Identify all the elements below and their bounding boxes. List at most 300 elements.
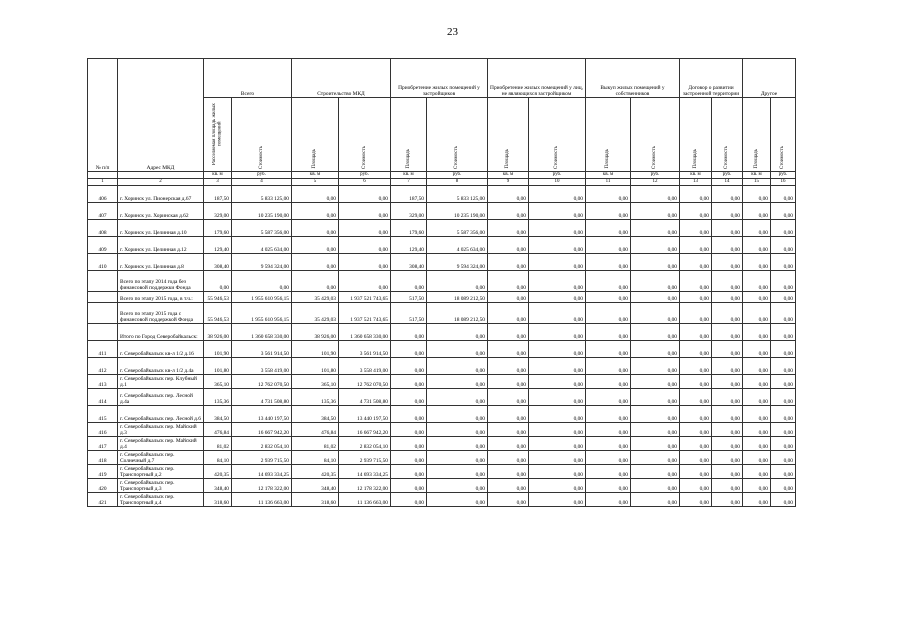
value-cell: 0,00 bbox=[586, 220, 631, 237]
value-cell: 0,00 bbox=[771, 406, 796, 423]
value-cell: 101,90 bbox=[292, 341, 339, 358]
table-row bbox=[88, 451, 796, 465]
address-cell: г. Северобайкальск кв-л 1/2 д.16 bbox=[118, 341, 204, 358]
value-cell: 308,40 bbox=[204, 254, 232, 271]
value-cell: 0,00 bbox=[427, 423, 488, 437]
value-cell: 0,00 bbox=[771, 493, 796, 507]
address-cell: г. Северобайкальск пер. Клубный д.1 bbox=[118, 375, 204, 389]
index-cell: 9 bbox=[488, 179, 529, 186]
row-number-cell: 409 bbox=[88, 237, 118, 254]
index-cell: 14 bbox=[712, 179, 743, 186]
value-cell: 0,00 bbox=[586, 423, 631, 437]
value-cell: 0,00 bbox=[680, 437, 712, 451]
address-cell: Всего по этапу 2015 года с финансовой поддержкой Фонда bbox=[118, 303, 204, 324]
table-row bbox=[88, 423, 796, 437]
value-cell: 0,00 bbox=[631, 451, 680, 465]
value-cell: 81,02 bbox=[204, 437, 232, 451]
value-cell: 0,00 bbox=[680, 423, 712, 437]
sub-header-text: Площадь bbox=[505, 149, 511, 169]
value-cell: 0,00 bbox=[743, 203, 771, 220]
value-cell: 135,36 bbox=[292, 389, 339, 406]
value-cell: 0,00 bbox=[391, 465, 427, 479]
row-number-cell: 420 bbox=[88, 479, 118, 493]
units-cell: руб. bbox=[771, 172, 796, 179]
value-cell: 0,00 bbox=[292, 271, 339, 292]
value-cell: 2 832 054,10 bbox=[232, 437, 292, 451]
value-cell: 0,00 bbox=[427, 437, 488, 451]
sub-header-text: Стоимость bbox=[454, 145, 460, 169]
value-cell: 476,84 bbox=[292, 423, 339, 437]
address-cell: г. Северобайкальск кв-л 1/2 д.4а bbox=[118, 358, 204, 375]
summary-row bbox=[88, 271, 796, 292]
sub-header bbox=[712, 98, 743, 172]
value-cell: 1 955 610 956,15 bbox=[232, 292, 292, 303]
value-cell: 2 939 715,50 bbox=[339, 451, 391, 465]
value-cell: 0,00 bbox=[427, 465, 488, 479]
value-cell: 365,10 bbox=[204, 375, 232, 389]
index-cell: 6 bbox=[339, 179, 391, 186]
sub-header-text: Площадь bbox=[605, 149, 611, 169]
value-cell: 0,00 bbox=[631, 271, 680, 292]
value-cell: 0,00 bbox=[339, 237, 391, 254]
row-number-cell: 408 bbox=[88, 220, 118, 237]
value-cell: 1 937 521 743,65 bbox=[339, 303, 391, 324]
value-cell: 5 833 125,00 bbox=[232, 186, 292, 203]
value-cell: 0,00 bbox=[631, 479, 680, 493]
value-cell: 308,40 bbox=[391, 254, 427, 271]
address-cell: г. Северобайкальск пер. Лесной д.6 bbox=[118, 406, 204, 423]
value-cell: 0,00 bbox=[488, 324, 529, 341]
sub-header bbox=[232, 98, 292, 172]
index-cell: 10 bbox=[529, 179, 586, 186]
units-cell: кв. м bbox=[292, 172, 339, 179]
group-header-purchase-developers: Приобретение жилых помещений у застройщиков bbox=[391, 59, 488, 98]
value-cell: 5 587 356,00 bbox=[232, 220, 292, 237]
address-cell: Итого по Город Северобайкальск: bbox=[118, 324, 204, 341]
units-cell: руб. bbox=[339, 172, 391, 179]
value-cell: 384,50 bbox=[292, 406, 339, 423]
value-cell: 12 178 322,00 bbox=[339, 479, 391, 493]
value-cell: 0,00 bbox=[427, 389, 488, 406]
table-body bbox=[88, 172, 796, 507]
value-cell: 0,00 bbox=[712, 406, 743, 423]
value-cell: 0,00 bbox=[586, 237, 631, 254]
value-cell: 0,00 bbox=[712, 423, 743, 437]
value-cell: 318,60 bbox=[204, 493, 232, 507]
value-cell: 0,00 bbox=[488, 341, 529, 358]
index-cell: 4 bbox=[232, 179, 292, 186]
value-cell: 0,00 bbox=[712, 324, 743, 341]
value-cell: 0,00 bbox=[586, 271, 631, 292]
value-cell: 0,00 bbox=[339, 254, 391, 271]
group-header-buyout: Выкуп жилых помещений у собственников bbox=[586, 59, 680, 98]
value-cell: 14 693 334,25 bbox=[339, 465, 391, 479]
value-cell: 329,00 bbox=[391, 203, 427, 220]
value-cell: 329,00 bbox=[204, 203, 232, 220]
value-cell: 0,00 bbox=[680, 220, 712, 237]
page-number: 23 bbox=[447, 26, 458, 38]
value-cell: 1 360 658 330,00 bbox=[339, 324, 391, 341]
row-number-cell: 416 bbox=[88, 423, 118, 437]
group-header-other: Другое bbox=[743, 59, 796, 98]
address-cell: г. Северобайкальск пер. Майский д.4 bbox=[118, 437, 204, 451]
value-cell: 0,00 bbox=[586, 493, 631, 507]
sub-header bbox=[771, 98, 796, 172]
value-cell: 0,00 bbox=[586, 358, 631, 375]
value-cell: 0,00 bbox=[488, 389, 529, 406]
value-cell: 13 440 197,50 bbox=[232, 406, 292, 423]
value-cell: 0,00 bbox=[743, 423, 771, 437]
group-header-total: Всего bbox=[204, 59, 292, 98]
value-cell: 0,00 bbox=[712, 220, 743, 237]
value-cell: 35 429,03 bbox=[292, 303, 339, 324]
units-cell bbox=[118, 172, 204, 179]
row-number-cell: 410 bbox=[88, 254, 118, 271]
row-number-cell: 407 bbox=[88, 203, 118, 220]
value-cell: 0,00 bbox=[712, 292, 743, 303]
index-cell: 2 bbox=[118, 179, 204, 186]
value-cell: 0,00 bbox=[743, 303, 771, 324]
sub-header bbox=[391, 98, 427, 172]
table-row bbox=[88, 389, 796, 406]
value-cell: 0,00 bbox=[529, 493, 586, 507]
value-cell: 318,60 bbox=[292, 493, 339, 507]
sub-header bbox=[529, 98, 586, 172]
index-cell: 5 bbox=[292, 179, 339, 186]
value-cell: 0,00 bbox=[427, 406, 488, 423]
value-cell: 0,00 bbox=[391, 451, 427, 465]
value-cell: 0,00 bbox=[631, 437, 680, 451]
value-cell: 0,00 bbox=[680, 324, 712, 341]
value-cell: 0,00 bbox=[771, 237, 796, 254]
value-cell: 0,00 bbox=[339, 186, 391, 203]
address-cell: г. Хоринск ул. Целинная д.8 bbox=[118, 254, 204, 271]
value-cell: 0,00 bbox=[292, 237, 339, 254]
value-cell: 11 136 663,00 bbox=[339, 493, 391, 507]
value-cell: 0,00 bbox=[712, 271, 743, 292]
value-cell: 0,00 bbox=[339, 220, 391, 237]
value-cell: 0,00 bbox=[771, 303, 796, 324]
value-cell: 14 693 334,25 bbox=[232, 465, 292, 479]
value-cell: 0,00 bbox=[529, 437, 586, 451]
value-cell: 0,00 bbox=[743, 406, 771, 423]
header-group-row bbox=[88, 59, 796, 98]
value-cell: 0,00 bbox=[680, 358, 712, 375]
value-cell: 5 833 125,00 bbox=[427, 186, 488, 203]
value-cell: 0,00 bbox=[586, 341, 631, 358]
value-cell: 0,00 bbox=[680, 254, 712, 271]
value-cell: 0,00 bbox=[488, 423, 529, 437]
value-cell: 0,00 bbox=[771, 271, 796, 292]
value-cell: 0,00 bbox=[391, 389, 427, 406]
value-cell: 0,00 bbox=[771, 451, 796, 465]
value-cell: 187,50 bbox=[204, 186, 232, 203]
value-cell: 0,00 bbox=[680, 493, 712, 507]
value-cell: 4 025 634,00 bbox=[427, 237, 488, 254]
value-cell: 0,00 bbox=[292, 186, 339, 203]
value-cell: 0,00 bbox=[743, 220, 771, 237]
value-cell: 4 025 634,00 bbox=[232, 237, 292, 254]
value-cell: 3 561 914,50 bbox=[339, 341, 391, 358]
value-cell: 0,00 bbox=[631, 237, 680, 254]
value-cell: 0,00 bbox=[586, 303, 631, 324]
value-cell: 0,00 bbox=[488, 203, 529, 220]
value-cell: 0,00 bbox=[680, 341, 712, 358]
value-cell: 0,00 bbox=[631, 203, 680, 220]
value-cell: 0,00 bbox=[631, 220, 680, 237]
value-cell: 0,00 bbox=[743, 437, 771, 451]
value-cell: 0,00 bbox=[529, 479, 586, 493]
value-cell: 38 926,00 bbox=[204, 324, 232, 341]
value-cell: 18 089 212,50 bbox=[427, 292, 488, 303]
value-cell: 0,00 bbox=[771, 358, 796, 375]
value-cell: 0,00 bbox=[529, 324, 586, 341]
value-cell: 0,00 bbox=[680, 186, 712, 203]
value-cell: 0,00 bbox=[631, 186, 680, 203]
address-cell: г. Северобайкальск пер. Солнечный д.7 bbox=[118, 451, 204, 465]
sub-header bbox=[204, 98, 232, 172]
value-cell: 179,60 bbox=[391, 220, 427, 237]
value-cell: 1 955 610 956,15 bbox=[232, 303, 292, 324]
value-cell: 0,00 bbox=[743, 358, 771, 375]
value-cell: 0,00 bbox=[529, 203, 586, 220]
value-cell: 0,00 bbox=[529, 220, 586, 237]
value-cell: 0,00 bbox=[712, 451, 743, 465]
value-cell: 0,00 bbox=[680, 292, 712, 303]
value-cell: 0,00 bbox=[743, 271, 771, 292]
value-cell: 0,00 bbox=[488, 406, 529, 423]
value-cell: 101,80 bbox=[204, 358, 232, 375]
value-cell: 0,00 bbox=[771, 423, 796, 437]
value-cell: 0,00 bbox=[529, 254, 586, 271]
value-cell: 0,00 bbox=[488, 254, 529, 271]
value-cell: 0,00 bbox=[586, 186, 631, 203]
value-cell: 0,00 bbox=[529, 237, 586, 254]
value-cell: 0,00 bbox=[771, 437, 796, 451]
value-cell: 0,00 bbox=[488, 186, 529, 203]
sub-header-text: Стоимость bbox=[652, 145, 658, 169]
value-cell: 0,00 bbox=[771, 292, 796, 303]
value-cell: 3 558 419,00 bbox=[339, 358, 391, 375]
value-cell: 11 136 663,00 bbox=[232, 493, 292, 507]
value-cell: 0,00 bbox=[427, 341, 488, 358]
address-cell: г. Северобайкальск пер. Транспортный д.2 bbox=[118, 465, 204, 479]
value-cell: 0,00 bbox=[529, 358, 586, 375]
value-cell: 0,00 bbox=[771, 254, 796, 271]
row-number-cell bbox=[88, 271, 118, 292]
value-cell: 0,00 bbox=[680, 389, 712, 406]
value-cell: 0,00 bbox=[586, 479, 631, 493]
value-cell: 0,00 bbox=[339, 271, 391, 292]
value-cell: 0,00 bbox=[743, 324, 771, 341]
units-cell: кв. м bbox=[204, 172, 232, 179]
value-cell: 517,50 bbox=[391, 303, 427, 324]
value-cell: 0,00 bbox=[391, 437, 427, 451]
value-cell: 0,00 bbox=[680, 479, 712, 493]
value-cell: 101,90 bbox=[204, 341, 232, 358]
value-cell: 0,00 bbox=[771, 341, 796, 358]
table-row bbox=[88, 358, 796, 375]
col-num-header: № п/п bbox=[88, 59, 118, 172]
value-cell: 1 360 658 330,00 bbox=[232, 324, 292, 341]
value-cell: 0,00 bbox=[680, 271, 712, 292]
value-cell: 0,00 bbox=[680, 375, 712, 389]
value-cell: 0,00 bbox=[712, 389, 743, 406]
row-number-cell: 418 bbox=[88, 451, 118, 465]
value-cell: 420,35 bbox=[292, 465, 339, 479]
sub-header bbox=[743, 98, 771, 172]
value-cell: 187,50 bbox=[391, 186, 427, 203]
row-number-cell: 406 bbox=[88, 186, 118, 203]
units-cell: руб. bbox=[427, 172, 488, 179]
column-index-row bbox=[88, 179, 796, 186]
value-cell: 10 235 190,00 bbox=[232, 203, 292, 220]
value-cell: 0,00 bbox=[712, 186, 743, 203]
value-cell: 55 946,53 bbox=[204, 292, 232, 303]
value-cell: 0,00 bbox=[712, 237, 743, 254]
sub-header-text: Стоимость bbox=[361, 145, 367, 169]
units-cell: кв. м bbox=[391, 172, 427, 179]
value-cell: 0,00 bbox=[771, 465, 796, 479]
address-cell: г. Хоринск ул. Хоринская д.62 bbox=[118, 203, 204, 220]
table-row bbox=[88, 237, 796, 254]
value-cell: 0,00 bbox=[631, 358, 680, 375]
units-cell: руб. bbox=[232, 172, 292, 179]
value-cell: 0,00 bbox=[488, 358, 529, 375]
units-cell: кв. м bbox=[743, 172, 771, 179]
row-number-cell bbox=[88, 324, 118, 341]
value-cell: 0,00 bbox=[529, 406, 586, 423]
value-cell: 0,00 bbox=[529, 341, 586, 358]
table-row bbox=[88, 186, 796, 203]
value-cell: 0,00 bbox=[488, 493, 529, 507]
value-cell: 0,00 bbox=[427, 493, 488, 507]
row-number-cell: 411 bbox=[88, 341, 118, 358]
value-cell: 0,00 bbox=[586, 254, 631, 271]
table-row bbox=[88, 406, 796, 423]
value-cell: 84,10 bbox=[292, 451, 339, 465]
value-cell: 0,00 bbox=[631, 341, 680, 358]
value-cell: 0,00 bbox=[391, 324, 427, 341]
value-cell: 0,00 bbox=[391, 479, 427, 493]
value-cell: 0,00 bbox=[427, 358, 488, 375]
value-cell: 18 089 212,50 bbox=[427, 303, 488, 324]
value-cell: 0,00 bbox=[712, 254, 743, 271]
summary-row bbox=[88, 303, 796, 324]
value-cell: 420,35 bbox=[204, 465, 232, 479]
value-cell: 101,80 bbox=[292, 358, 339, 375]
sub-header bbox=[631, 98, 680, 172]
value-cell: 0,00 bbox=[743, 254, 771, 271]
value-cell: 4 731 508,80 bbox=[339, 389, 391, 406]
sub-header-text: Площадь bbox=[753, 149, 759, 169]
value-cell: 0,00 bbox=[488, 292, 529, 303]
value-cell: 348,40 bbox=[204, 479, 232, 493]
table-row bbox=[88, 493, 796, 507]
value-cell: 0,00 bbox=[743, 479, 771, 493]
value-cell: 0,00 bbox=[204, 271, 232, 292]
value-cell: 0,00 bbox=[631, 303, 680, 324]
group-header-development: Договор о развитии застроенной территории bbox=[680, 59, 743, 98]
sub-header bbox=[427, 98, 488, 172]
table-row bbox=[88, 479, 796, 493]
table-row bbox=[88, 254, 796, 271]
value-cell: 9 594 324,00 bbox=[427, 254, 488, 271]
value-cell: 0,00 bbox=[680, 237, 712, 254]
value-cell: 0,00 bbox=[712, 203, 743, 220]
value-cell: 0,00 bbox=[391, 493, 427, 507]
value-cell: 35 429,03 bbox=[292, 292, 339, 303]
value-cell: 0,00 bbox=[391, 341, 427, 358]
value-cell: 12 762 070,50 bbox=[339, 375, 391, 389]
value-cell: 0,00 bbox=[680, 451, 712, 465]
value-cell: 9 594 324,00 bbox=[232, 254, 292, 271]
value-cell: 0,00 bbox=[712, 375, 743, 389]
value-cell: 1 937 521 743,65 bbox=[339, 292, 391, 303]
address-cell: г. Хоринск ул. Целинная д.10 bbox=[118, 220, 204, 237]
address-cell: г. Северобайкальск пер. Лесной д.4а bbox=[118, 389, 204, 406]
value-cell: 0,00 bbox=[631, 465, 680, 479]
value-cell: 0,00 bbox=[488, 451, 529, 465]
value-cell: 0,00 bbox=[292, 220, 339, 237]
index-cell: 3 bbox=[204, 179, 232, 186]
value-cell: 0,00 bbox=[586, 465, 631, 479]
sub-header-text: Стоимость bbox=[554, 145, 560, 169]
value-cell: 16 667 942,20 bbox=[339, 423, 391, 437]
sub-header bbox=[680, 98, 712, 172]
address-cell: Всего по этапу 2015 года, в т.ч.: bbox=[118, 292, 204, 303]
value-cell: 0,00 bbox=[488, 375, 529, 389]
value-cell: 0,00 bbox=[712, 437, 743, 451]
value-cell: 0,00 bbox=[488, 237, 529, 254]
row-number-cell: 419 bbox=[88, 465, 118, 479]
value-cell: 0,00 bbox=[712, 303, 743, 324]
value-cell: 0,00 bbox=[391, 358, 427, 375]
sub-header-text: Площадь bbox=[312, 149, 318, 169]
sub-header bbox=[586, 98, 631, 172]
address-cell: г. Северобайкальск пер. Майский д.3 bbox=[118, 423, 204, 437]
address-cell: г. Хоринск ул. Целинная д.12 bbox=[118, 237, 204, 254]
value-cell: 476,84 bbox=[204, 423, 232, 437]
value-cell: 0,00 bbox=[292, 203, 339, 220]
col-address-header: Адрес МКД bbox=[118, 59, 204, 172]
value-cell: 0,00 bbox=[712, 493, 743, 507]
value-cell: 0,00 bbox=[292, 254, 339, 271]
row-number-cell bbox=[88, 292, 118, 303]
value-cell: 365,10 bbox=[292, 375, 339, 389]
table-row bbox=[88, 375, 796, 389]
value-cell: 0,00 bbox=[771, 324, 796, 341]
value-cell: 0,00 bbox=[631, 423, 680, 437]
units-row bbox=[88, 172, 796, 179]
value-cell: 0,00 bbox=[529, 423, 586, 437]
units-cell bbox=[88, 172, 118, 179]
value-cell: 2 939 715,50 bbox=[232, 451, 292, 465]
value-cell: 4 731 508,80 bbox=[232, 389, 292, 406]
value-cell: 0,00 bbox=[586, 437, 631, 451]
value-cell: 0,00 bbox=[712, 358, 743, 375]
sub-header-text: Стоимость bbox=[780, 145, 786, 169]
row-number-cell: 417 bbox=[88, 437, 118, 451]
index-cell: 15 bbox=[743, 179, 771, 186]
value-cell: 0,00 bbox=[586, 375, 631, 389]
value-cell: 0,00 bbox=[771, 220, 796, 237]
value-cell: 16 667 942,20 bbox=[232, 423, 292, 437]
value-cell: 3 561 914,50 bbox=[232, 341, 292, 358]
value-cell: 0,00 bbox=[488, 437, 529, 451]
value-cell: 0,00 bbox=[680, 303, 712, 324]
value-cell: 0,00 bbox=[391, 423, 427, 437]
